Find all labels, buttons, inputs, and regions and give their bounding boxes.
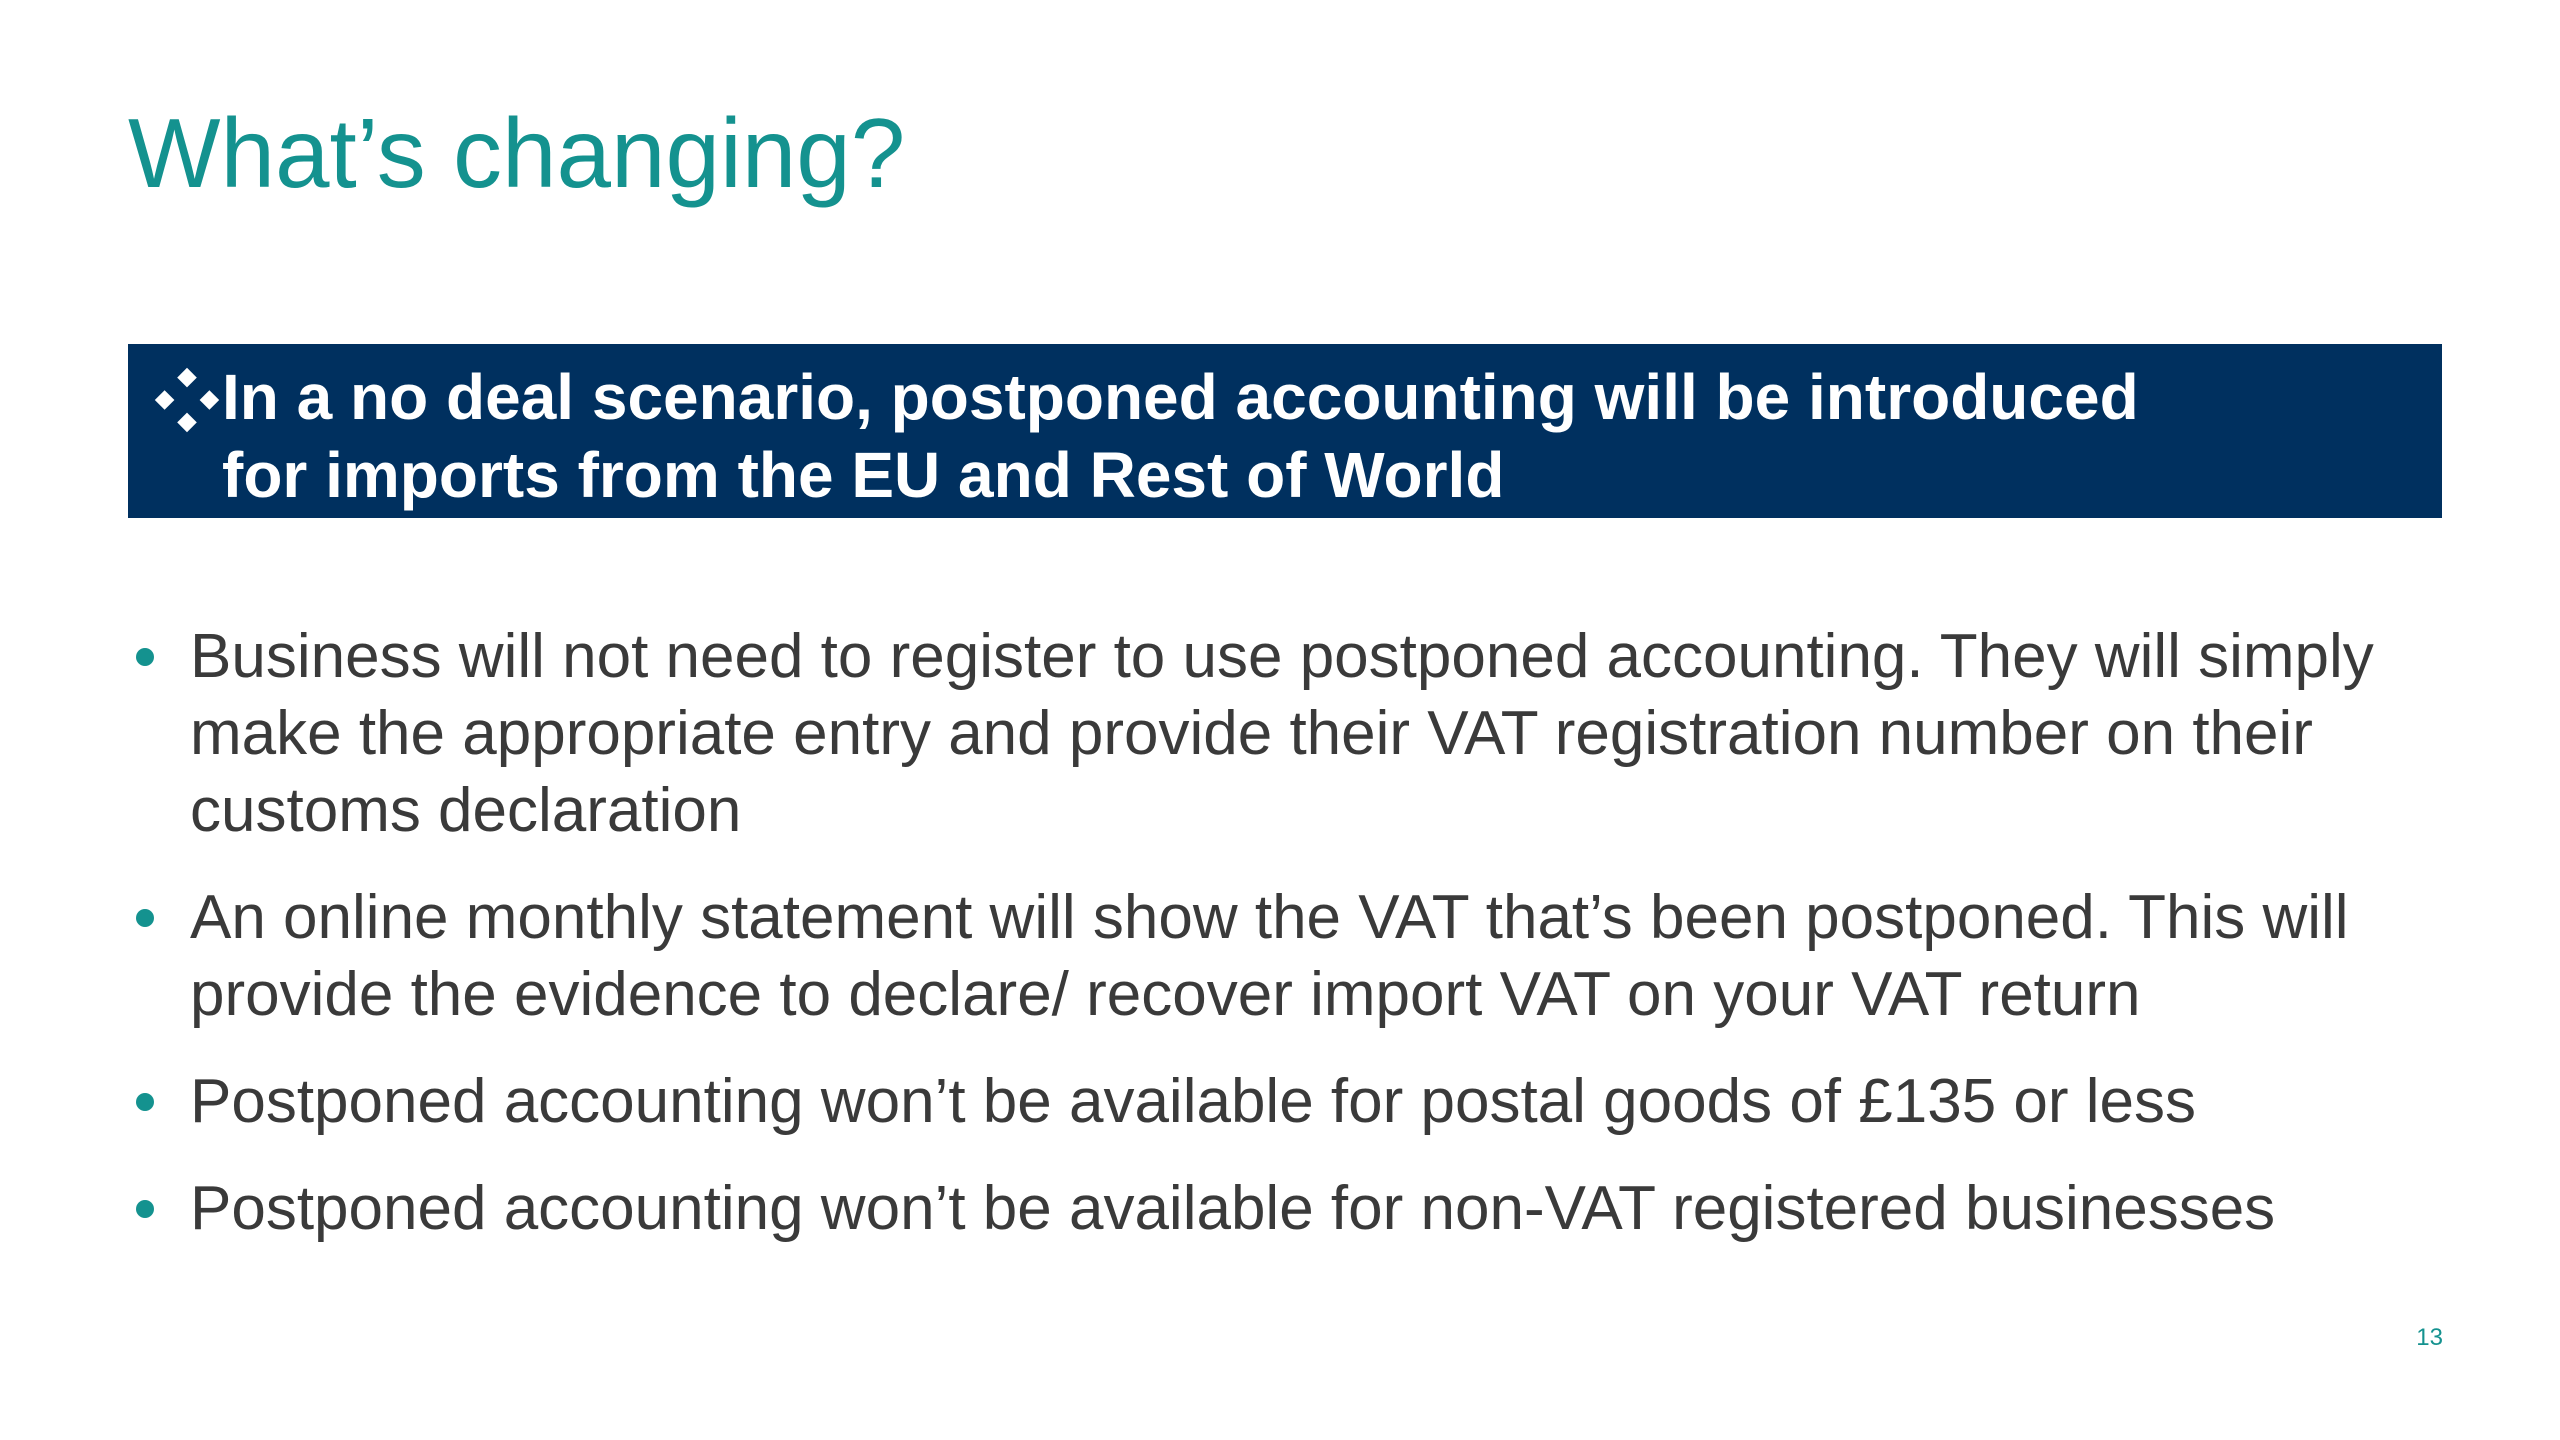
bullet-dot-icon (136, 648, 154, 666)
bullet-text: Postponed accounting won’t be available for postal goods of £135 or less (190, 1067, 2197, 1136)
bullet-item (128, 879, 2458, 1033)
slide-title: What’s changing? (128, 98, 906, 208)
key-message-banner (128, 344, 2442, 518)
bullet-item (128, 1170, 2458, 1247)
bullet-dot-icon (136, 1093, 154, 1111)
bullet-list (128, 618, 2458, 1277)
bullet-dot-icon (136, 1200, 154, 1218)
bullet-text: Postponed accounting won’t be available for non-VAT registered businesses (190, 1174, 2276, 1243)
bullet-item (128, 1063, 2458, 1140)
bullet-text: An online monthly statement will show the VAT that’s been postponed. This will provide the evidence to declare/ recover import VAT on your VAT return (190, 883, 2349, 1029)
four-diamond-bullet-icon (152, 365, 222, 435)
bullet-text: Business will not need to register to use postponed accounting. They will simply make the appropriate entry and provide their VAT registration number on their customs declaration (190, 622, 2374, 845)
page-number: 13 (2416, 1324, 2443, 1351)
bullet-item (128, 618, 2458, 849)
banner-text: In a no deal scenario, postponed accounting will be introduced for imports from the EU and Rest of World (222, 361, 2139, 511)
bullet-dot-icon (136, 909, 154, 927)
